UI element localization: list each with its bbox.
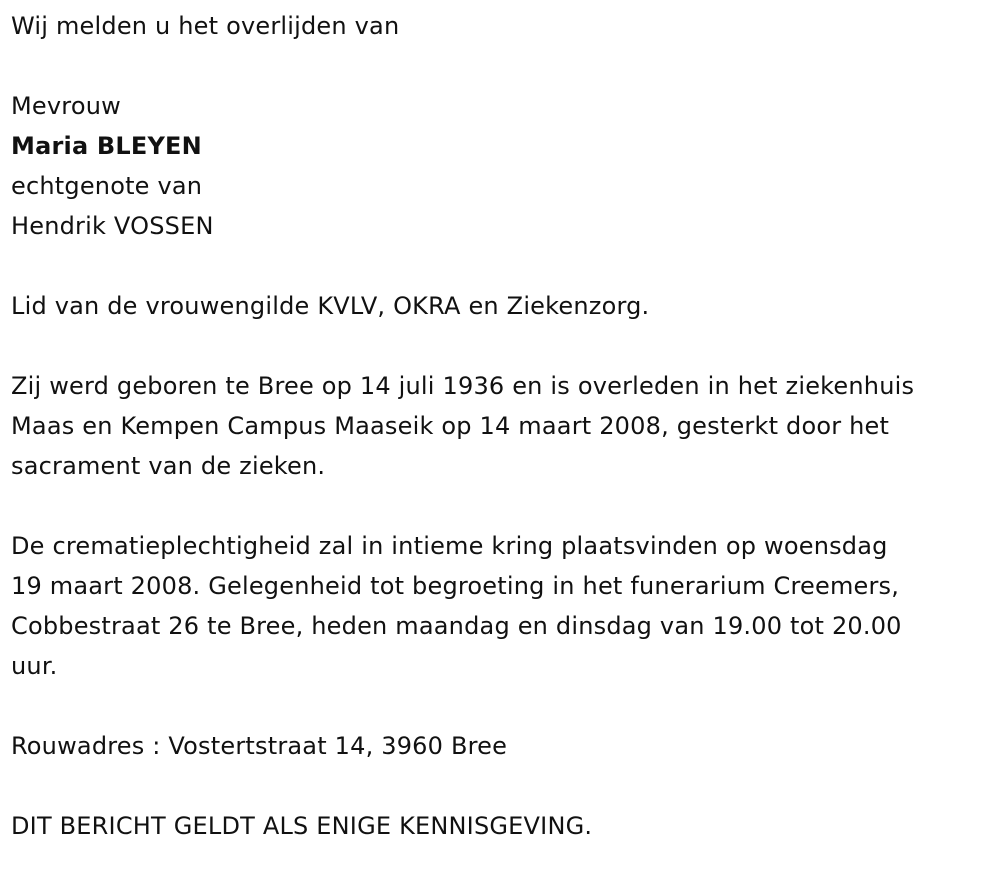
paragraph-line: Maas en Kempen Campus Maaseik op 14 maart 2008, gesterkt door het	[11, 412, 890, 440]
paragraph-line: uur.	[11, 652, 58, 680]
paragraph-line: sacrament van de zieken.	[11, 452, 326, 480]
spacer	[11, 46, 996, 86]
honorific: Mevrouw	[11, 92, 121, 120]
spacer	[11, 486, 996, 526]
paragraph-line: 19 maart 2008. Gelegenheid tot begroeting in het funerarium Creemers,	[11, 572, 900, 600]
relation-text: echtgenote van	[11, 172, 203, 200]
spacer	[11, 686, 996, 726]
intro-text: Wij melden u het overlijden van	[11, 12, 400, 40]
spouse-name: Hendrik VOSSEN	[11, 212, 214, 240]
paragraph-line: Cobbestraat 26 te Bree, heden maandag en dinsdag van 19.00 tot 20.00	[11, 612, 902, 640]
birth-death-paragraph	[11, 366, 996, 486]
paragraph-line: Zij werd geboren te Bree op 14 juli 1936 en is overleden in het ziekenhuis	[11, 372, 915, 400]
paragraph-line: De crematieplechtigheid zal in intieme kring plaatsvinden op woensdag	[11, 532, 888, 560]
spacer	[11, 766, 996, 806]
ceremony-paragraph	[11, 526, 996, 686]
death-notice	[11, 6, 996, 846]
deceased-name: Maria BLEYEN	[11, 132, 202, 160]
spacer	[11, 326, 996, 366]
notice-statement: DIT BERICHT GELDT ALS ENIGE KENNISGEVING.	[11, 812, 593, 840]
mourning-address: Rouwadres : Vostertstraat 14, 3960 Bree	[11, 732, 508, 760]
membership-text: Lid van de vrouwengilde KVLV, OKRA en Ziekenzorg.	[11, 292, 650, 320]
spacer	[11, 246, 996, 286]
